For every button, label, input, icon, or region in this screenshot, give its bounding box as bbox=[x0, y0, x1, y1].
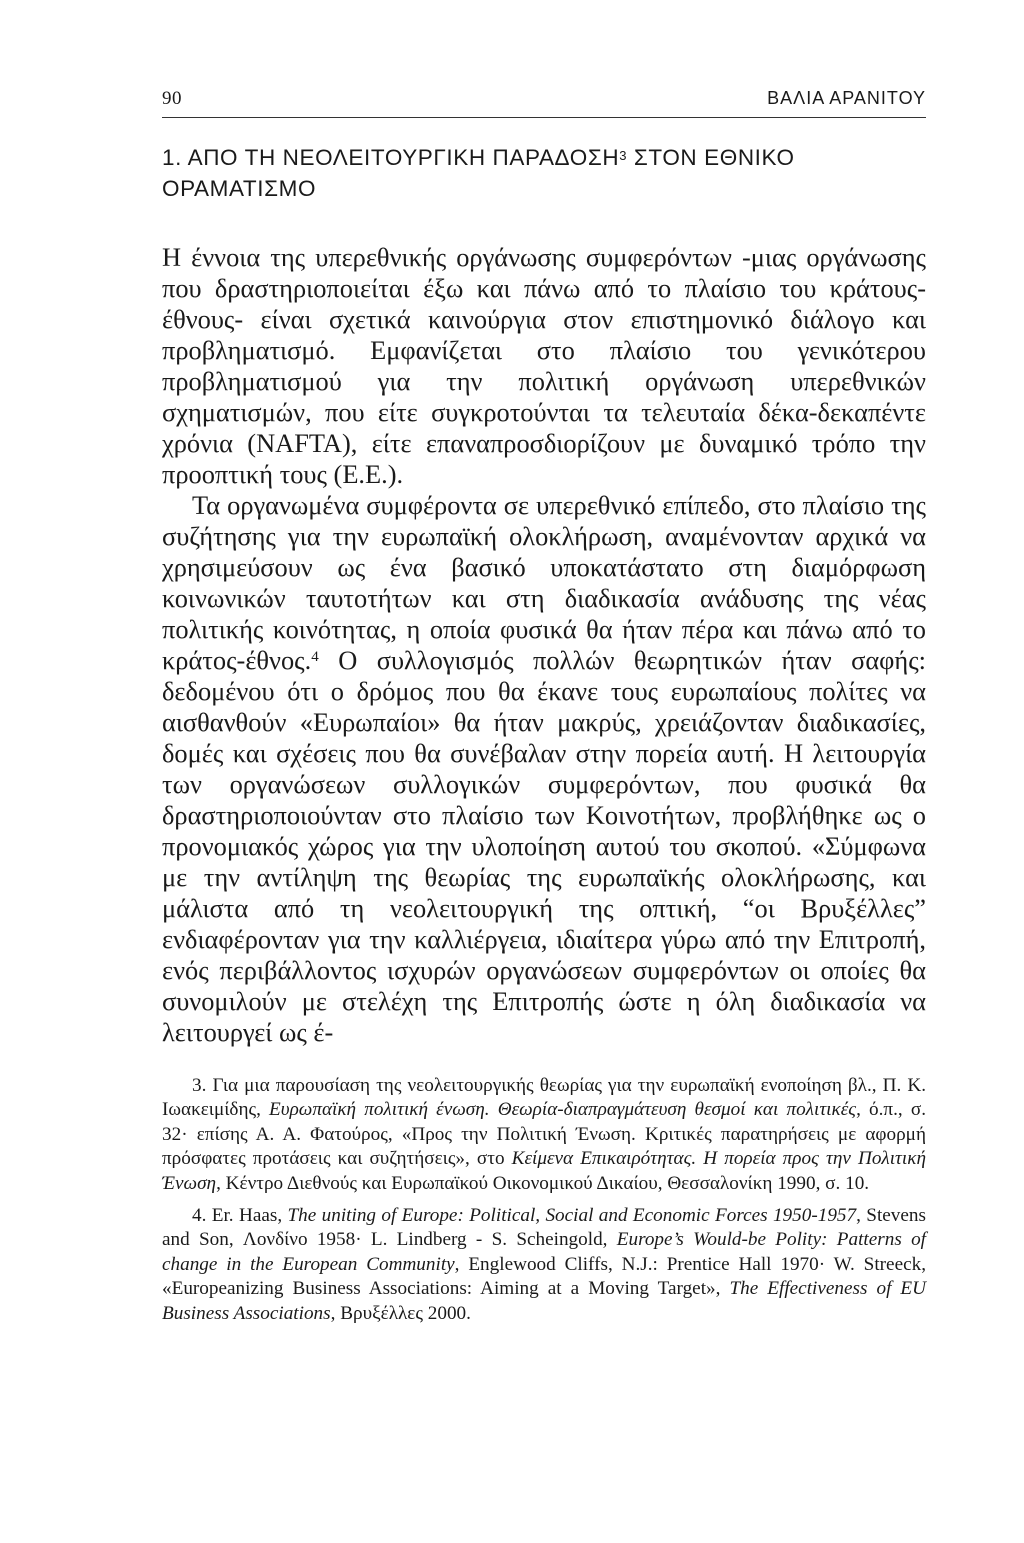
section-number: 1. bbox=[162, 145, 182, 170]
footnote-4-text-e: , Englewood Cliffs, N.J.: Prentice Hall 1970· W. Streeck, «Europeanizing Business Associations: Aiming at a Moving Target», bbox=[162, 1253, 926, 1300]
footnote-ref-4: 4 bbox=[311, 649, 319, 665]
paragraph-1: Η έννοια της υπερεθνικής οργάνωσης συμφερόντων -μιας οργάνωσης που δραστηριοποιείται έξω και πάνω από το πλαίσιο του κράτους-έθνους- είναι σχετικά καινούργια στον επιστημονικό διάλογο και προβληματισμό. Εμφανίζεται στο πλαίσιο του γενικότερου προβληματισμού για την πολιτική οργάνωση υπερεθνικών σχηματισμών, που είτε συγκροτούνται τα τελευταία δέκα-δεκαπέντε χρόνια (NAFTA), είτε επαναπροσδιορίζουν με δυναμικό τρόπο την προοπτική τους (Ε.Ε.). bbox=[162, 242, 926, 489]
footnote-4-title-3: The Effectiveness of EU Business Associations bbox=[162, 1278, 927, 1324]
footnote-4 bbox=[162, 1204, 926, 1326]
paragraph-2-part-1: Τα οργανωμένα συμφέροντα σε υπερεθνικό επίπεδο, στο πλαίσιο της συζήτησης για την ευρωπαϊκή ολοκλήρωση, αναμένονταν αρχικά να χρησιμεύσουν ως ένα βασικό υποκατάστατο στη διαμόρφωση κοινωνικών ταυτοτήτων και στη διαδικασία ανάδυσης της νέας πολιτικής κοινότητας, η οποία φυσικά θα ήταν πέρα και πάνω από το κράτος-έθνος. bbox=[162, 490, 926, 675]
footnotes bbox=[162, 1074, 926, 1326]
footnote-3-text-c: , ό.π., σ. 32· επίσης Α. Α. Φατούρος, «Προς την Πολιτική Ένωση. Κριτικές παρατηρήσεις με αφορμή πρόσφατες προτάσεις και συζητήσεις», στο bbox=[162, 1099, 926, 1170]
section-heading bbox=[162, 142, 926, 204]
paragraph-2 bbox=[162, 490, 926, 1048]
footnote-3-title-1: Ευρωπαϊκή πολιτική ένωση. Θεωρία-διαπραγμάτευση θεσμοί και πολιτικές bbox=[269, 1099, 857, 1121]
section-heading-line-2: ΟΡΑΜΑΤΙΣΜΟ bbox=[162, 176, 317, 201]
footnote-4-title-1: The uniting of Europe: Political, Social and Economic Forces 1950-1957 bbox=[287, 1205, 857, 1227]
body-text bbox=[162, 242, 926, 1048]
footnote-3-text-e: , Κέντρο Διεθνούς και Ευρωπαϊκού Οικονομικού Δικαίου, Θεσσαλονίκη 1990, σ. 10. bbox=[216, 1172, 870, 1194]
footnote-3-title-2: Κείμενα Επικαιρότητας. Η πορεία προς την Πολιτική Ένωση bbox=[162, 1148, 926, 1194]
running-header bbox=[162, 88, 926, 118]
running-author: ΒΑΛΙΑ ΑΡΑΝΙΤΟΥ bbox=[767, 88, 926, 108]
section-title-part-2: ΣΤΟΝ ΕΘΝΙΚΟ bbox=[627, 145, 795, 170]
footnote-3-text-a: 3. Για μια παρουσίαση της νεολειτουργικής θεωρίας για την ευρωπαϊκή ενοποίηση βλ., Π. Κ. Ιωακειμίδης, bbox=[162, 1075, 926, 1121]
footnote-4-title-2: Europe’s Would-be Polity: Patterns of change in the European Community bbox=[162, 1229, 926, 1275]
footnote-4-text-g: , Βρυξέλλες 2000. bbox=[330, 1302, 471, 1324]
footnote-4-text-a: 4. Er. Haas, bbox=[192, 1205, 288, 1227]
paragraph-2-part-2: Ο συλλογισμός πολλών θεωρητικών ήταν σαφής: δεδομένου ότι ο δρόμος που θα έκανε τους ευρωπαίους πολίτες να αισθανθούν «Ευρωπαίοι» θα ήταν μακρύς, χρειάζονταν διαδικασίες, δομές και σχέσεις που θα συνέβαλαν στην πορεία αυτή. Η λειτουργία των οργανώσεων συλλογικών συμφερόντων, που φυσικά θα δραστηριοποιούνταν στο πλαίσιο των Κοινοτήτων, προβλήθηκε ως ο προνομιακός χώρος για την υλοποίηση αυτού του σκοπού. «Σύμφωνα με την αντίληψη της θεωρίας της ευρωπαϊκής ολοκλήρωσης, και μάλιστα από τη νεολειτουργική της οπτική, “οι Βρυξέλλες” ενδιαφέρονταν για την καλλιέργεια, ιδιαίτερα γύρω από την Επιτροπή, ενός περιβάλλοντος ισχυρών οργανώσεων συμφερόντων οι οποίες θα συνομιλούν με στελέχη της Επιτροπής ώστε η όλη διαδικασία να λειτουργεί ως έ- bbox=[162, 645, 926, 1047]
section-title-part-1: ΑΠΟ ΤΗ ΝΕΟΛΕΙΤΟΥΡΓΙΚΗ ΠΑΡΑΔΟΣΗ bbox=[187, 145, 620, 170]
footnote-3 bbox=[162, 1074, 926, 1196]
section-heading-line-1 bbox=[162, 142, 926, 173]
book-page bbox=[162, 88, 926, 1334]
footnote-4-text-c: , Stevens and Son, Λονδίνο 1958· L. Lindberg - S. Scheingold, bbox=[162, 1205, 926, 1251]
footnote-ref-3: 3 bbox=[619, 148, 628, 163]
page-number: 90 bbox=[162, 88, 182, 109]
